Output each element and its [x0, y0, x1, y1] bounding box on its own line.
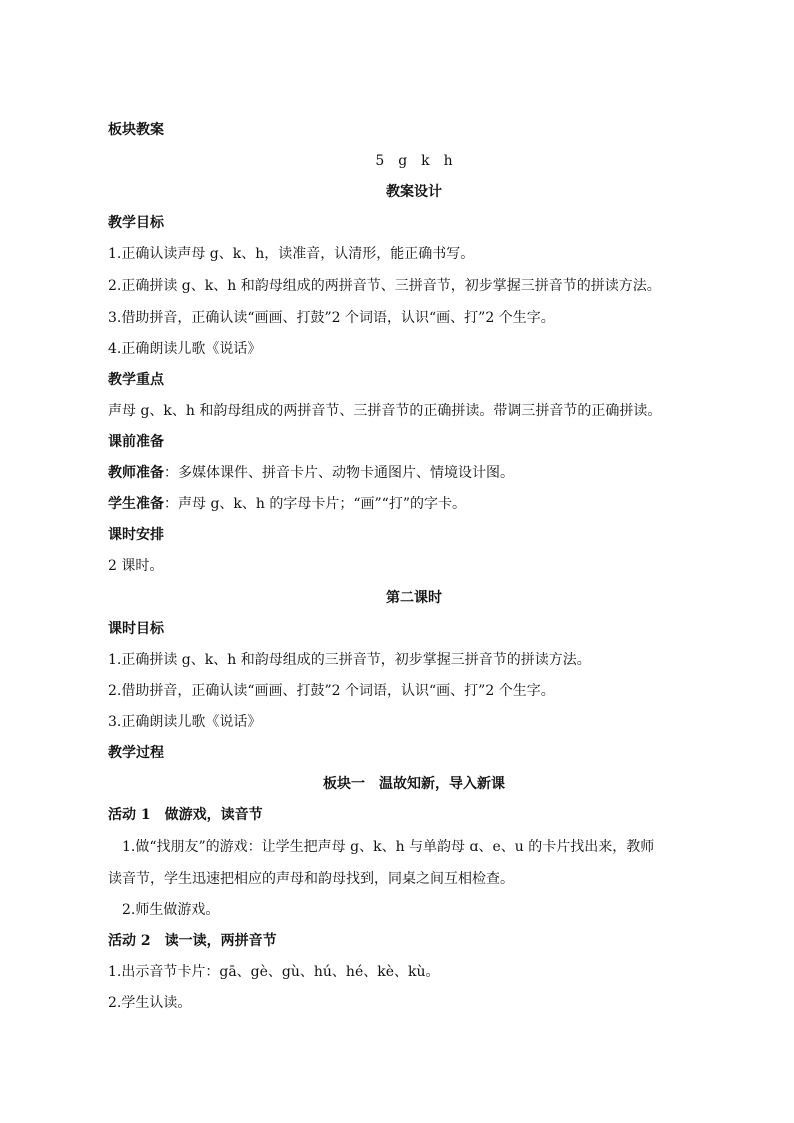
lesson-goal-item-1: 1.正确拼读 g、k、h 和韵母组成的三拼音节，初步掌握三拼音节的拼读方法。: [108, 652, 591, 668]
teacher-preparation-text: ：多媒体课件、拼音卡片、动物卡通图片、情境设计图。: [164, 465, 514, 481]
goal-item-1: 1.正确认读声母 g、k、h，读准音，认清形，能正确书写。: [108, 246, 475, 262]
student-preparation-label: 学生准备: [108, 496, 164, 512]
lesson2-title: 第二课时: [386, 590, 442, 606]
lesson-goal-item-3: 3.正确朗读儿歌《说话》: [108, 714, 262, 730]
activity1-heading: 活动 1 做游戏，读音节: [108, 807, 263, 823]
lesson-goal-item-2: 2.借助拼音，正确认读“画画、打鼓”2 个词语，认识“画、打”2 个生字。: [108, 683, 555, 699]
activity2-heading: 活动 2 读一读，两拼音节: [108, 933, 277, 949]
section-heading-preparation: 课前准备: [108, 434, 164, 450]
plan-subtitle: 教案设计: [386, 184, 442, 200]
activity1-paragraph-line1-text: 1.做“找朋友”的游戏：让学生把声母 g、k、h 与单韵母 ɑ、e、u 的卡片找出来，教师: [122, 839, 655, 855]
goal-item-4: 4.正确朗读儿歌《说话》: [108, 341, 262, 357]
section-heading-lesson-goals: 课时目标: [108, 621, 164, 637]
schedule-text: 2 课时。: [108, 558, 164, 574]
student-preparation-text: ：声母 g、k、h 的字母卡片；“画”“打”的字卡。: [164, 496, 466, 512]
key-points-text: 声母 g、k、h 和韵母组成的两拼音节、三拼音节的正确拼读。带调三拼音节的正确拼读。: [108, 403, 662, 419]
goal-item-3: 3.借助拼音，正确认读“画画、打鼓”2 个词语，认识“画、打”2 个生字。: [108, 310, 555, 326]
activity2-paragraph2: 2.学生认读。: [108, 995, 192, 1011]
activity1-paragraph-line2: 读音节，学生迅速把相应的声母和韵母找到，同桌之间互相检查。: [108, 871, 514, 887]
section-heading-key-points: 教学重点: [108, 372, 164, 388]
section-heading-teaching-goals: 教学目标: [108, 215, 164, 231]
teacher-preparation: [108, 463, 720, 483]
student-preparation: [108, 494, 720, 514]
lesson-title: 5 g k h: [375, 153, 453, 169]
activity2-paragraph1: 1.出示音节卡片：gā、gè、gù、hú、hé、kè、kù。: [108, 964, 440, 980]
section-heading-schedule: 课时安排: [108, 527, 164, 543]
block1-title: 板块一 温故知新，导入新课: [323, 776, 505, 792]
section-heading-process: 教学过程: [108, 745, 164, 761]
doc-header: 板块教案: [108, 122, 164, 138]
goal-item-2: 2.正确拼读 g、k、h 和韵母组成的两拼音节、三拼音节，初步掌握三拼音节的拼读方法。: [108, 278, 661, 294]
activity1-paragraph2-text: 2.师生做游戏。: [122, 902, 220, 918]
activity1-paragraph-line1: [108, 837, 720, 857]
teacher-preparation-label: 教师准备: [108, 465, 164, 481]
activity1-paragraph2: [108, 900, 720, 920]
